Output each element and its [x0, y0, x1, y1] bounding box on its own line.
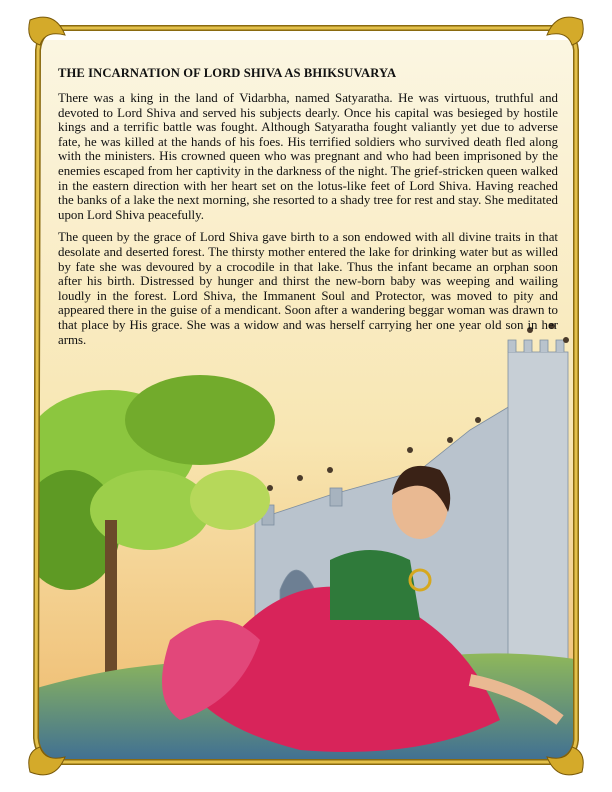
- story-paragraph-2: The queen by the grace of Lord Shiva gave birth to a son endowed with all divine traits in that desolate and deserted forest. The thirsty mother entered the lake for drinking water but as willed by fate she was devoured by a crocodile in that lake. Thus the infant became an orphan soon after his birth. Distressed by hunger and thirst the new-born baby was weeping and wailing loudly in the forest. Lord Shiva, the Immanent Soul and Protector, was moved to pity and appeared there in the guise of a mendicant. Soon after a wandering beggar woman was drawn to that place by His grace. She was a widow and was herself carrying her one year old son in her arms.: [58, 230, 558, 347]
- story-title: THE INCARNATION OF LORD SHIVA AS BHIKSUVARYA: [58, 66, 397, 80]
- story-paragraph-1: There was a king in the land of Vidarbha, named Satyaratha. He was virtuous, truthful and devoted to Lord Shiva and served his subjects dearly. Once his capital was besieged by hostile kings and a terrific battle was fought. Although Satyaratha fought valiantly yet due to adverse fate, he was killed at the hands of his foes. His terrified soldiers who survived death fled along with the ministers. His crowned queen who was pregnant and who had been imprisoned by the enemies escaped from her captivity in the darkness of the night. The grief-stricken queen walked in the eastern direction with her heart set on the lotus-like feet of Lord Shiva. Having reached the banks of a lake the next morning, she resorted to a shady tree for rest and stay. She meditated upon Lord Shiva peacefully.: [58, 91, 558, 222]
- story-text: [58, 66, 558, 355]
